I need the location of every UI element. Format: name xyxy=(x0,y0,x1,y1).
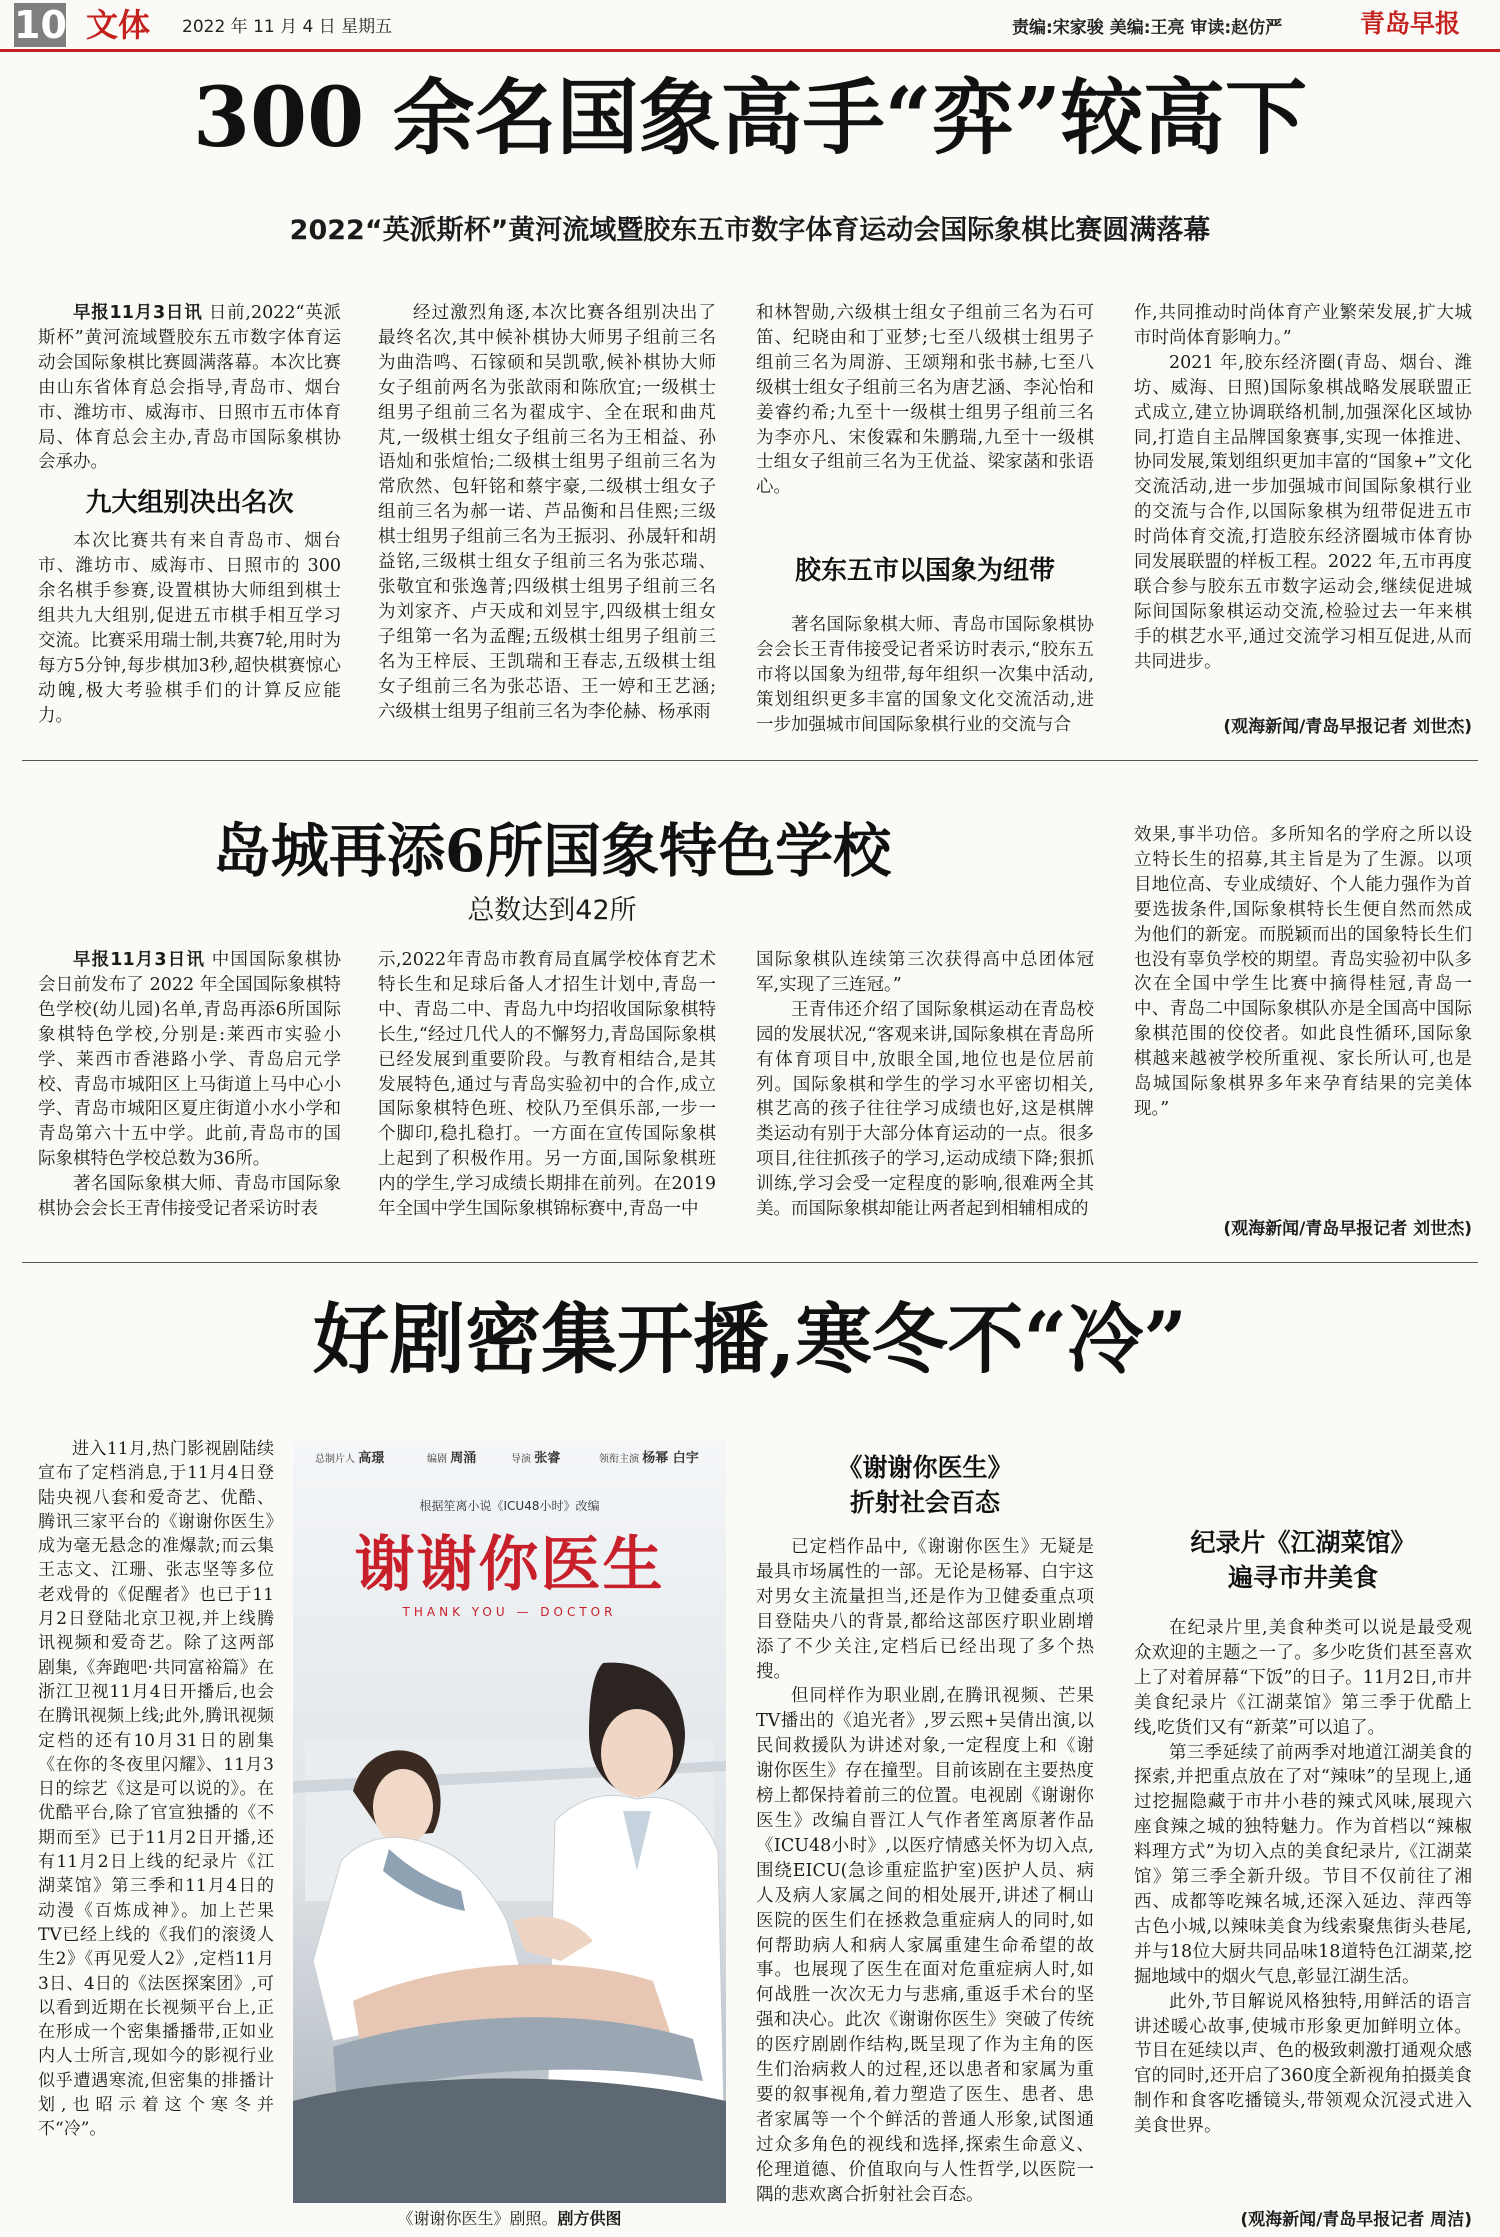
photo-caption xyxy=(293,2208,726,2230)
article3-paragraph: 但同样作为职业剧,在腾讯视频、芒果TV播出的《追光者》,罗云熙+吴倩出演,以民间救援队为讲述对象,一定程度上和《谢谢你医生》存在撞型。目前该剧在主要热度榜上都保持着前三的位置。电视剧《谢谢你医生》改编自晋江人气作者笙离原著作品《ICU48小时》,以医疗情感关怀为切入点,围绕EICU(急诊重症监护室)医护人员、病人及病人家属之间的相处展开,讲述了桐山医院的医生们在拯救急重症病人的同时,如何帮助病人和病人家属重建生命希望的故事。也展现了医生在面对危重症病人时,如何战胜一次次无力与悲痛,重返手术台的坚强和决心。此次《谢谢你医生》突破了传统的医疗剧剧作结构,既呈现了作为主角的医生们治病救人的过程,还以患者和家属为重要的叙事视角,着力塑造了医生、患者、患者家属等一个个鲜活的普通人形象,试图通过众多角色的视线和选择,探索生命意义、伦理道德、价值取向与人性哲学,以医院一隅的悲欢离合折射社会百态。 xyxy=(756,1686,1094,2205)
section-divider xyxy=(22,1262,1478,1263)
article2-byline: (观海新闻/青岛早报记者 刘世杰) xyxy=(1223,1219,1472,1239)
poster-credit-label: 领衔主演 xyxy=(599,1454,639,1465)
article2-text-col xyxy=(38,948,341,1235)
article2-paragraph: 著名国际象棋大师、青岛市国际象棋协会会长王青伟接受记者采访时表 xyxy=(38,1174,341,1220)
article1-byline: (观海新闻/青岛早报记者 刘世杰) xyxy=(1223,717,1472,737)
poster-title-en: THANK YOU — DOCTOR xyxy=(402,1605,617,1619)
article3-paragraph: 第三季延续了前两季对地道江湖美食的探索,并把重点放在了对“辣味”的呈现上,通过挖掘隐藏于市井小巷的辣式风味,展现六座食辣之城的独特魅力。作为首档以“辣椒料理方式”为切入点的美食纪录片,《江湖菜馆》第三季全新升级。节目不仅前往了湘西、成都等吃辣名城,还深入延边、萍西等古色小城,以辣味美食为线索聚焦街头巷尾,并与18位大厨共同品味18道特色江湖菜,挖掘地域中的烟火气息,彰显江湖生活。 xyxy=(1134,1742,1472,1987)
article2-subheadline: 总数达到42所 xyxy=(467,895,637,926)
subheading-line: 纪录片《江湖菜馆》 xyxy=(1190,1528,1416,1557)
poster-credit-name: 杨幂 白宇 xyxy=(642,1451,699,1466)
article1-subheading: 胶东五市以国象为纽带 xyxy=(794,556,1055,586)
poster-title: 谢谢你医生 xyxy=(354,1530,665,1600)
article1-text-col xyxy=(756,613,1094,737)
article1-paragraph: 作,共同推动时尚体育产业繁荣发展,扩大城市时尚体育影响力。” xyxy=(1134,303,1472,348)
article2-paragraph: 王青伟还介绍了国际象棋运动在青岛校园的发展状况,“客观来讲,国际象棋在青岛所有体育项目中,放眼全国,地位也是位居前列。国际象棋和学生的学习水平密切相关,棋艺高的孩子往往学习成绩也好,这是棋牌类运动有别于大部分体育运动的一点。很多项目,往往抓孩子的学习,运动成绩下降;狠抓训练,学习会受一定程度的影响,很难两全其美。而国际象棋却能让两者起到相辅相成的 xyxy=(756,999,1094,1220)
masthead xyxy=(0,0,1500,52)
article3-subheading xyxy=(1134,1525,1472,1595)
article3-paragraph: 已定档作品中,《谢谢你医生》无疑是最具市场属性的一部。无论是杨幂、白宇这对男女主流量担当,还是作为卫健委重点项目登陆央八的背景,都给这部医疗职业剧增添了不少关注,定档后已经出现了多个热搜。 xyxy=(756,1537,1094,1682)
issue-date: 2022 年 11 月 4 日 星期五 xyxy=(182,17,393,37)
poster-source-note: 根据笙离小说《ICU48小时》改编 xyxy=(419,1499,600,1513)
article1-paragraph: 经过激烈角逐,本次比赛各组别决出了最终名次,其中候补棋协大师男子组前三名为曲浩鸣、石镓硕和吴凯歌,候补棋协大师女子组前两名为张歆雨和陈欣宜;一级棋士组男子组前三名为翟成宇、全在珉和曲芃芃,一级棋士组女子组前三名为王相益、孙语灿和张煊怡;二级棋士组男子组前三名为常欣然、包轩铭和蔡宇豪,二级棋士组女子组前三名为郝一诺、芦品衡和吕佳熙;三级棋士组男子组前三名为王振羽、孙晟轩和胡益铭,三级棋士组女子组前三名为张芯瑞、张敬宜和张逸菁;四级棋士组男子组前三名为刘家齐、卢天成和刘昱宇,四级棋士组女子组第一名为孟醒;五级棋士组男子组前三名为王梓辰、王凯瑞和王春志,五级棋士组女子组前三名为张芯语、王一婷和王艺涵;六级棋士组男子组前三名为李伦赫、杨承雨 xyxy=(378,303,716,722)
article1-paragraph: 日前,2022“英派斯杯”黄河流域暨胶东五市数字体育运动会国际象棋比赛圆满落幕。本次比赛由山东省体育总会指导,青岛市、烟台市、潍坊市、威海市、日照市五市体育局、体育总会主办,青岛市国际象棋协会承办。 xyxy=(38,303,341,473)
poster-credits xyxy=(293,1451,726,1467)
poster-credit-name: 高璟 xyxy=(358,1451,385,1466)
article1-text-col xyxy=(378,301,716,736)
article3-paragraph: 进入11月,热门影视剧陆续宣布了定档消息,于11月4日登陆央视八套和爱奇艺、优酷、腾讯三家平台的《谢谢你医生》成为毫无悬念的准爆款;而云集王志文、江珊、张志坚等多位老戏骨的《促醒者》也已于11月2日登陆北京卫视,并上线腾讯视频和爱奇艺。除了这两部剧集,《奔跑吧·共同富裕篇》在浙江卫视11月4日开播后,也会在腾讯视频上线;此外,腾讯视频定档的还有10月31日的剧集《在你的冬夜里闪耀》、11月3日的综艺《这是可以说的》。在优酷平台,除了官宣独播的《不期而至》已于11月2日开播,还有11月2日上线的纪录片《江湖菜馆》第三季和11月4日的动漫《百炼成神》。加上芒果TV已经上线的《我们的滚烫人生2》《再见爱人2》,定档11月3日、4日的《法医探案团》,可以看到近期在长视频平台上,正在形成一个密集播播带,正如业内人士所言,现如今的影视行业似乎遭遇寒流,但密集的排播计划,也昭示着这个寒冬并不“冷”。 xyxy=(38,1439,274,2140)
article3-byline: (观海新闻/青岛早报记者 周洁) xyxy=(1240,2210,1472,2230)
article1-paragraph: 本次比赛共有来自青岛市、烟台市、潍坊市、威海市、日照市的 300 余名棋手参赛,设置棋协大师组到棋士组共九大组别,促进五市棋手相互学习交流。比赛采用瑞士制,共赛7轮,用时为每方5分钟,每步棋加3秒,超快棋赛惊心动魄,极大考验棋手们的计算反应能力。 xyxy=(38,531,341,726)
article1-dateline: 早报11月3日讯 xyxy=(73,303,203,323)
article2-dateline: 早报11月3日讯 xyxy=(73,950,205,970)
article2-text-col xyxy=(1134,823,1472,1215)
article3-subheading xyxy=(756,1450,1094,1520)
article2-paragraph: 效果,事半功倍。多所知名的学府之所以设立特长生的招募,其主旨是为了生源。以项目地位高、专业成绩好、个人能力强作为首要选拔条件,国际象棋特长生便自然而然成为他们的新宠。而脱颖而出的国象特长生们也没有辜负学校的期望。青岛实验初中队多次在全国中学生比赛中摘得桂冠,青岛一中、青岛二中国际象棋队亦是全国高中国际象棋范围的佼佼者。如此良性循环,国际象棋越来越被学校所重视、家长所认可,也是岛城国际象棋界多年来孕育结果的完美体现。” xyxy=(1134,825,1472,1119)
poster-credit-name: 周涌 xyxy=(450,1451,477,1466)
section-title: 文体 xyxy=(86,6,151,44)
article3-text-col xyxy=(1134,1616,1472,2204)
article2-paragraph: 示,2022年青岛市教育局直属学校体育艺术特长生和足球后备人才招生计划中,青岛一中、青岛二中、青岛九中均招收国际象棋特长生,“经过几代人的不懈努力,青岛国际象棋已经发展到重要阶段。与教育相结合,是其发展特色,通过与青岛实验初中的合作,成立国际象棋特色班、校队乃至俱乐部,一步一个脚印,稳扎稳打。一方面在宣传国际象棋上起到了积极作用。另一方面,国际象棋班内的学生,学习成绩长期排在前列。在2019年全国中学生国际象棋锦标赛中,青岛一中 xyxy=(378,950,716,1220)
poster-credit-label: 导演 xyxy=(511,1454,531,1465)
article3-text-col xyxy=(1134,1437,1472,1516)
article2-paragraph: 国际象棋队连续第三次获得高中总团体冠军,实现了三连冠。” xyxy=(756,950,1094,995)
article1-subheading: 九大组别决出名次 xyxy=(85,488,294,519)
article2-text-col xyxy=(756,948,1094,1235)
article2-headline: 岛城再添6所国象特色学校 xyxy=(212,817,892,885)
caption-text: 《谢谢你医生》剧照。 xyxy=(397,2209,558,2228)
article3-paragraph: 在纪录片里,美食种类可以说是最受观众欢迎的主题之一了。多少吃货们甚至喜欢上了对着屏幕“下饭”的日子。11月2日,市井美食纪录片《江湖菜馆》第三季于优酷上线,吃货们又有“新菜”可以追了。 xyxy=(1134,1618,1472,1738)
article1-paragraph: 和林智勋,六级棋士组女子组前三名为石可笛、纪晓由和丁亚梦;七至八级棋士组男子组前三名为周游、王颂翔和张书赫,七至八级棋士组女子组前三名为唐艺涵、李沁怡和姜睿约希;九至十一级棋士组男子组前三名为李亦凡、宋俊霖和朱鹏瑞,九至十一级棋士组女子组前三名为王优益、梁家菡和张语心。 xyxy=(756,303,1094,498)
article1-text-col xyxy=(1134,301,1472,711)
newspaper-brand: 青岛早报 xyxy=(1360,9,1461,38)
page-number: 10 xyxy=(14,3,67,47)
poster-credit-name: 张睿 xyxy=(534,1451,561,1466)
section-divider xyxy=(22,760,1478,761)
editors-credit: 责编:宋家骏 美编:王亮 审读:赵仿严 xyxy=(1012,18,1283,38)
drama-poster-image xyxy=(293,1441,726,2203)
article1-subheadline: 2022“英派斯杯”黄河流域暨胶东五市数字体育运动会国际象棋比赛圆满落幕 xyxy=(289,215,1211,246)
article2-paragraph: 中国国际象棋协会日前发布了 2022 年全国国际象棋特色学校(幼儿园)名单,青岛再添6所国际象棋特色学校,分别是:莱西市实验小学、莱西市香港路小学、青岛启元学校、青岛市城阳区上马街道上马中心小学、青岛市城阳区夏庄街道小水小学和青岛第六十五中学。此前,青岛市的国际象棋特色学校总数为36所。 xyxy=(38,950,341,1170)
article1-headline: 300 余名国象高手“弈”较高下 xyxy=(192,70,1308,166)
article1-text-col xyxy=(756,301,1094,546)
article1-text-col xyxy=(38,301,341,736)
subheading-line: 折射社会百态 xyxy=(849,1488,1000,1517)
article3-text-col xyxy=(38,1437,274,2237)
subheading-line: 遍寻市井美食 xyxy=(1227,1563,1378,1592)
article3-text-col xyxy=(756,1535,1094,2237)
article2-text-col xyxy=(378,948,716,1235)
subheading-line: 《谢谢你医生》 xyxy=(837,1453,1013,1482)
article1-paragraph: 2021 年,胶东经济圈(青岛、烟台、潍坊、威海、日照)国际象棋战略发展联盟正式成立,建立协调联络机制,加强深化区域协同,打造自主品牌国象赛事,实现一体推进、协同发展,策划组织更加丰富的“国象+”文化交流活动,进一步加强城市间国际象棋行业的交流与合作,以国际象棋为纽带促进五市时尚体育交流,打造胶东经济圈城市体育协同发展联盟的样板工程。2022 年,五市再度联合参与胶东五市数字运动会,继续促进城际间国际象棋运动交流,检验过去一年来棋手的棋艺水平,通过交流学习相互促进,从而共同进步。 xyxy=(1134,352,1472,672)
article3-paragraph: 此外,节目解说风格独特,用鲜活的语言讲述暖心故事,使城市形象更加鲜明立体。节目在延续以声、色的极致刺激打通观众感官的同时,还开启了360度全新视角拍摄美食制作和食客吃播镜头,带领观众沉浸式进入美食世界。 xyxy=(1134,1991,1472,2137)
poster-credit-label: 编剧 xyxy=(427,1454,447,1465)
article3-headline: 好剧密集开播,寒冬不“冷” xyxy=(313,1295,1187,1384)
poster-credit-label: 总制片人 xyxy=(315,1454,355,1465)
article1-paragraph: 著名国际象棋大师、青岛市国际象棋协会会长王青伟接受记者采访时表示,“胶东五市将以国象为纽带,每年组织一次集中活动,策划组织更多丰富的国象文化交流活动,进一步加强城市间国际象棋行业的交流与合 xyxy=(756,615,1094,735)
caption-credit: 剧方供图 xyxy=(557,2209,622,2228)
